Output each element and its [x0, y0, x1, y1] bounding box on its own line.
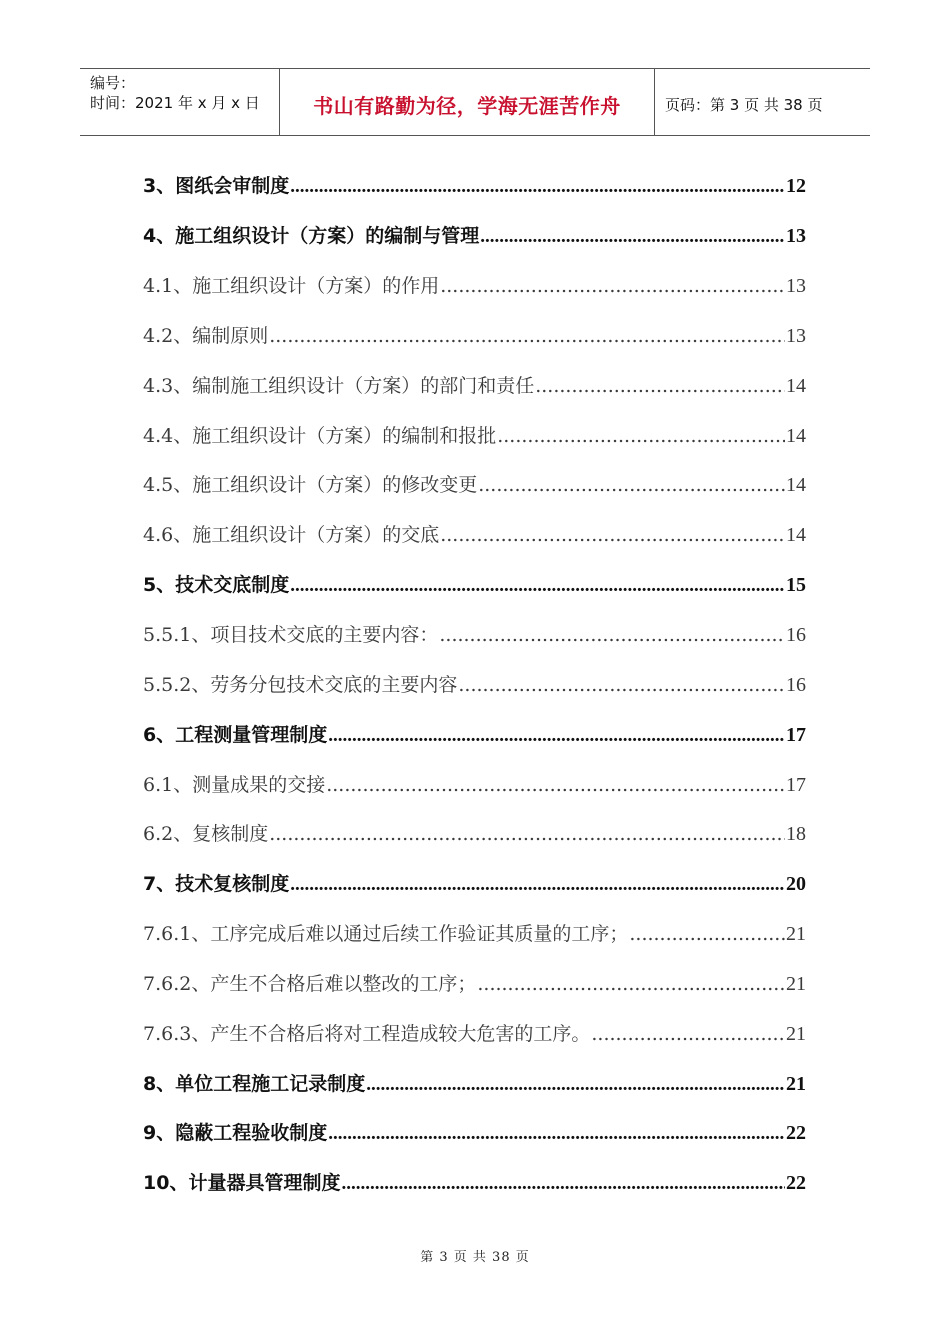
toc-entry[interactable] [143, 409, 806, 459]
toc-dot-leader [440, 275, 785, 297]
toc-entry[interactable] [143, 958, 806, 1008]
toc-entry-page-number: 16 [786, 624, 806, 647]
toc-dot-leader [629, 923, 785, 945]
toc-entry[interactable] [143, 808, 806, 858]
toc-entry-page-number: 22 [786, 1122, 806, 1145]
toc-entry[interactable] [143, 260, 806, 310]
toc-entry[interactable] [143, 359, 806, 409]
toc-dot-leader [497, 425, 785, 447]
toc-entry-title: 7.6.3、产生不合格后将对工程造成较大危害的工序。 [143, 1022, 591, 1045]
toc-entry-page-number: 13 [786, 324, 806, 347]
toc-dot-leader [439, 624, 785, 646]
toc-dot-leader [290, 176, 785, 198]
toc-dot-leader [328, 725, 785, 747]
toc-dot-leader [480, 226, 785, 248]
toc-dot-leader [290, 575, 785, 597]
toc-entry-page-number: 14 [786, 424, 806, 447]
toc-entry-page-number: 16 [786, 673, 806, 696]
toc-entry[interactable] [143, 160, 806, 210]
toc-entry-page-number: 18 [786, 823, 806, 846]
toc-entry-title: 7、技术复核制度 [143, 873, 290, 896]
toc-dot-leader [591, 1023, 785, 1045]
toc-entry[interactable] [143, 1107, 806, 1157]
toc-entry-title: 4、施工组织设计（方案）的编制与管理 [143, 225, 480, 248]
toc-dot-leader [326, 774, 785, 796]
header-page-info: 页码：第 3 页 共 38 页 [665, 95, 823, 114]
toc-dot-leader [328, 1123, 785, 1145]
toc-entry-title: 6.2、复核制度 [143, 823, 269, 846]
toc-entry[interactable] [143, 708, 806, 758]
document-number-label: 编号： [90, 74, 136, 92]
toc-entry-title: 5、技术交底制度 [143, 574, 290, 597]
toc-entry-page-number: 17 [786, 723, 806, 746]
toc-entry-page-number: 13 [786, 225, 806, 248]
toc-entry-page-number: 22 [786, 1172, 806, 1195]
document-date: 时间：2021 年 x 月 x 日 [90, 94, 260, 112]
toc-entry[interactable] [143, 1057, 806, 1107]
toc-entry-page-number: 21 [786, 972, 806, 995]
toc-entry[interactable] [143, 908, 806, 958]
toc-entry-title: 9、隐蔽工程验收制度 [143, 1122, 328, 1145]
toc-entry[interactable] [143, 1007, 806, 1057]
toc-dot-leader [440, 524, 785, 546]
toc-entry-title: 4.4、施工组织设计（方案）的编制和报批 [143, 424, 497, 447]
toc-entry[interactable] [143, 559, 806, 609]
toc-entry-title: 4.3、编制施工组织设计（方案）的部门和责任 [143, 374, 535, 397]
toc-dot-leader [341, 1173, 785, 1195]
toc-entry[interactable] [143, 858, 806, 908]
toc-entry-title: 3、图纸会审制度 [143, 175, 290, 198]
toc-entry-title: 7.6.1、工序完成后难以通过后续工作验证其质量的工序； [143, 923, 629, 946]
table-of-contents [143, 160, 806, 1207]
toc-entry-title: 4.2、编制原则 [143, 324, 269, 347]
toc-entry[interactable] [143, 509, 806, 559]
toc-entry-page-number: 14 [786, 474, 806, 497]
toc-entry[interactable] [143, 310, 806, 360]
toc-dot-leader [290, 874, 785, 896]
toc-entry-page-number: 17 [786, 773, 806, 796]
page-footer: 第 3 页 共 38 页 [420, 1250, 530, 1265]
toc-entry-title: 4.5、施工组织设计（方案）的修改变更 [143, 474, 478, 497]
toc-entry-title: 5.5.1、项目技术交底的主要内容： [143, 624, 439, 647]
toc-entry-page-number: 21 [786, 923, 806, 946]
header-motto: 书山有路勤为径，学海无涯苦作舟 [280, 69, 655, 135]
toc-dot-leader [269, 325, 785, 347]
toc-entry-page-number: 15 [786, 574, 806, 597]
toc-entry[interactable] [143, 210, 806, 260]
toc-entry-page-number: 21 [786, 1022, 806, 1045]
toc-dot-leader [477, 973, 785, 995]
toc-dot-leader [458, 674, 785, 696]
toc-entry[interactable] [143, 758, 806, 808]
toc-entry-page-number: 21 [786, 1072, 806, 1095]
toc-entry[interactable] [143, 658, 806, 708]
toc-entry[interactable] [143, 609, 806, 659]
toc-entry-title: 6、工程测量管理制度 [143, 723, 328, 746]
toc-entry-title: 5.5.2、劳务分包技术交底的主要内容 [143, 673, 458, 696]
toc-entry-page-number: 14 [786, 374, 806, 397]
toc-entry-title: 4.1、施工组织设计（方案）的作用 [143, 275, 440, 298]
toc-entry-page-number: 12 [786, 175, 806, 198]
page-header [80, 68, 870, 136]
toc-entry-page-number: 13 [786, 275, 806, 298]
toc-dot-leader [366, 1074, 785, 1096]
toc-dot-leader [535, 375, 785, 397]
toc-dot-leader [269, 823, 785, 845]
header-meta [80, 69, 280, 135]
toc-entry[interactable] [143, 459, 806, 509]
toc-entry-title: 6.1、测量成果的交接 [143, 773, 326, 796]
toc-entry-page-number: 20 [786, 873, 806, 896]
toc-entry-title: 7.6.2、产生不合格后难以整改的工序； [143, 972, 477, 995]
toc-entry-title: 10、计量器具管理制度 [143, 1172, 341, 1195]
toc-entry-page-number: 14 [786, 524, 806, 547]
toc-entry-title: 4.6、施工组织设计（方案）的交底 [143, 524, 440, 547]
toc-entry-title: 8、单位工程施工记录制度 [143, 1072, 366, 1095]
toc-entry[interactable] [143, 1157, 806, 1207]
toc-dot-leader [478, 474, 785, 496]
